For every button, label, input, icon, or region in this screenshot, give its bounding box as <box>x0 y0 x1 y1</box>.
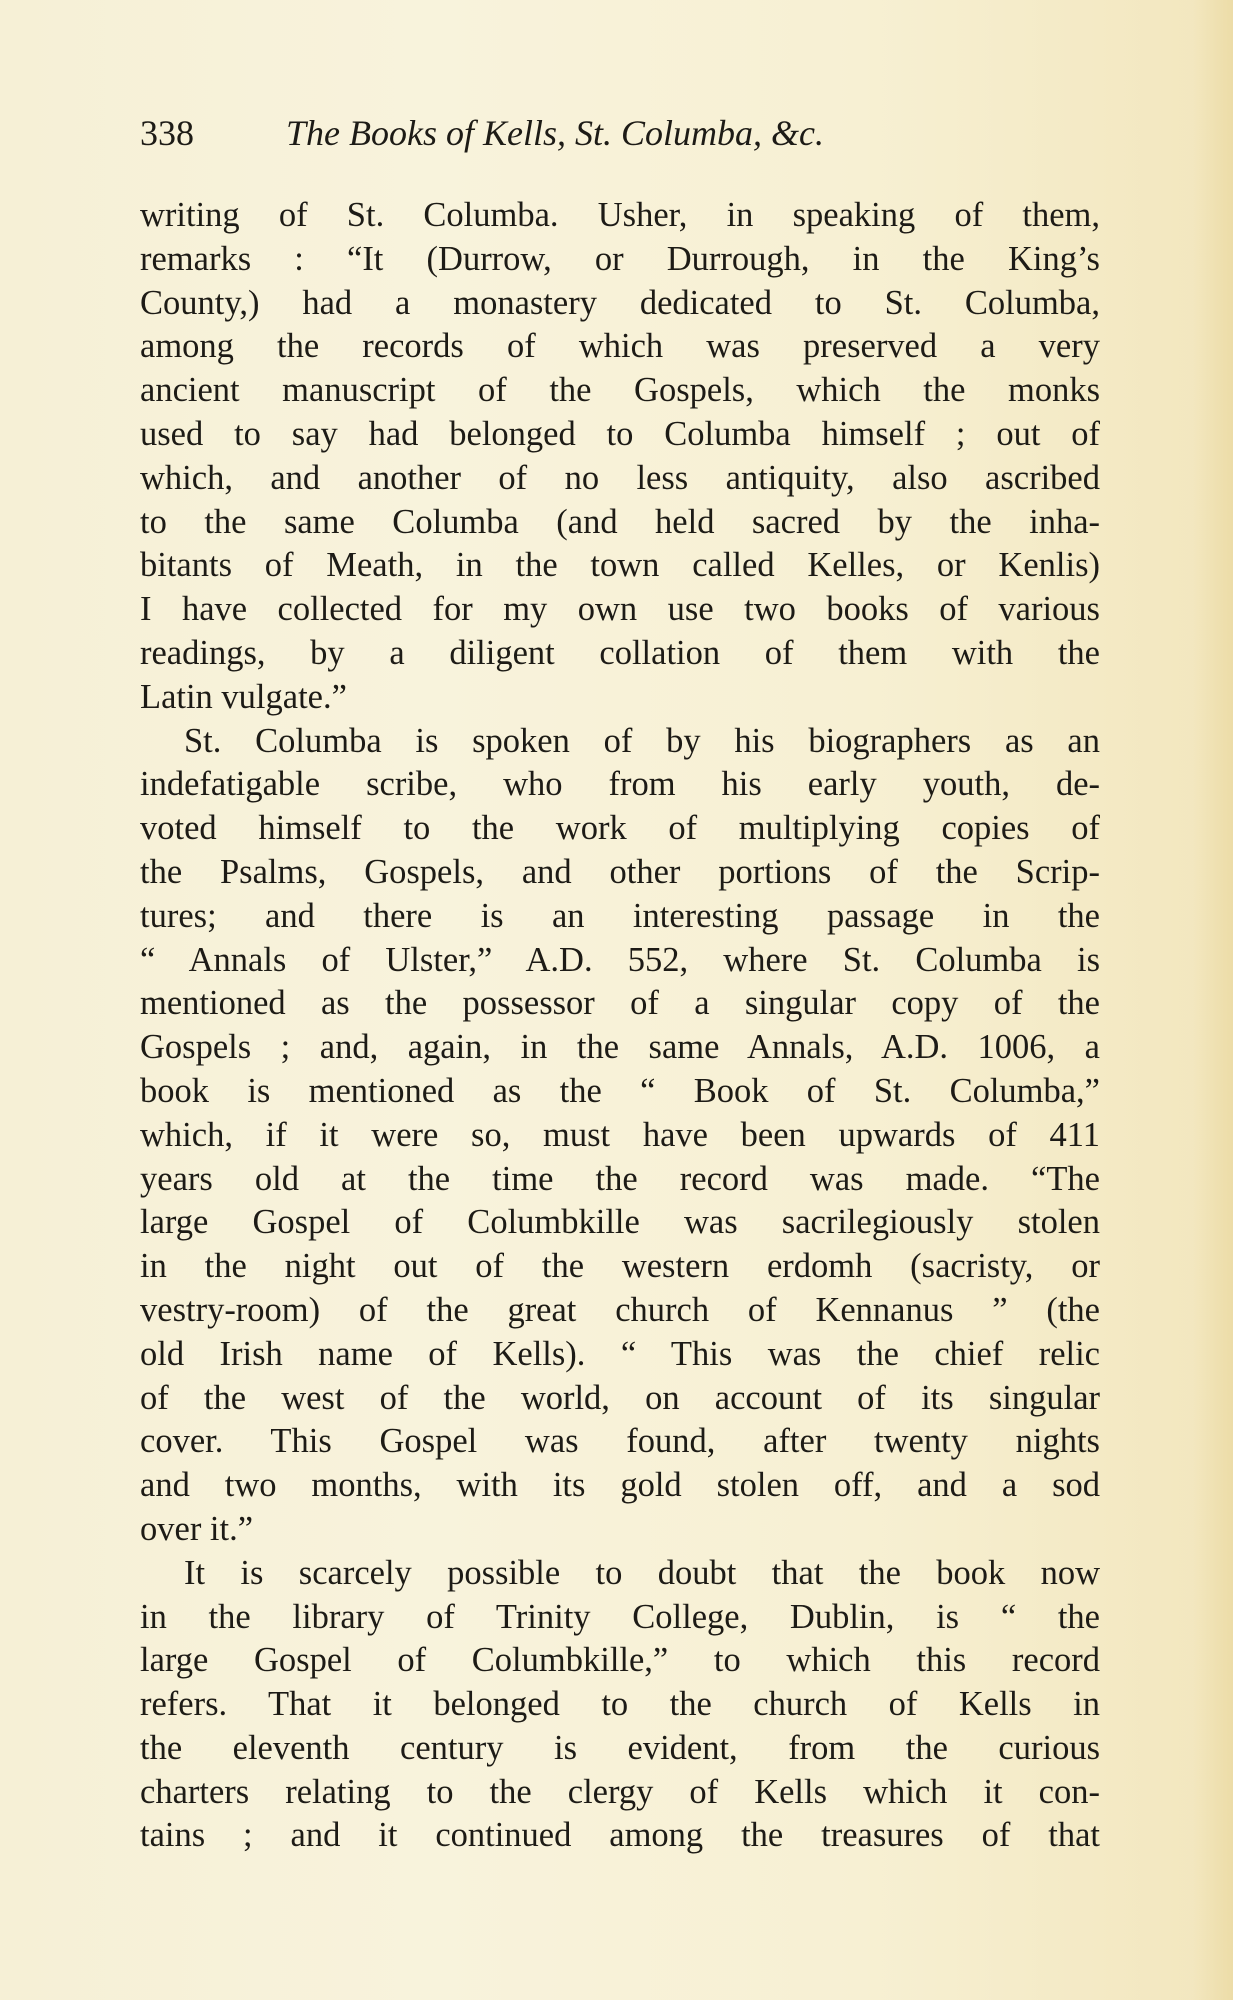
text-line: cover. This Gospel was found, after twenty nights <box>140 1422 1100 1461</box>
text-line: which, if it were so, must have been upwards of 411 <box>140 1115 1100 1154</box>
text-line: the eleventh century is evident, from the curious <box>140 1728 1100 1767</box>
text-line: the Psalms, Gospels, and other portions of the Scrip- <box>140 852 1100 891</box>
text-line: writing of St. Columba. Usher, in speaking of them, <box>140 196 1100 234</box>
running-head <box>140 108 1100 158</box>
text-line: indefatigable scribe, who from his early youth, de- <box>140 765 1100 804</box>
paragraph-start-line: It is scarcely possible to doubt that the book now <box>184 1553 1100 1592</box>
text-line: voted himself to the work of multiplying copies of <box>140 809 1100 848</box>
text-line: County,) had a monastery dedicated to St. Columba, <box>140 283 1100 322</box>
text-line: to the same Columba (and held sacred by the inha- <box>140 502 1100 541</box>
text-line: over it.” <box>140 1509 254 1548</box>
text-line: large Gospel of Columbkille,” to which this record <box>140 1641 1100 1680</box>
text-line: tains ; and it continued among the treasures of that <box>140 1816 1100 1855</box>
text-line: which, and another of no less antiquity, also ascribed <box>140 458 1100 497</box>
text-line: in the night out of the western erdomh (sacristy, or <box>140 1247 1100 1286</box>
text-line: charters relating to the clergy of Kells which it con- <box>140 1772 1100 1811</box>
page-edge-shading <box>1193 0 1233 2000</box>
text-line: large Gospel of Columbkille was sacrilegiously stolen <box>140 1203 1100 1242</box>
page-number: 338 <box>140 113 194 153</box>
text-line: among the records of which was preserved a very <box>140 327 1100 366</box>
text-line: and two months, with its gold stolen off, and a sod <box>140 1466 1100 1505</box>
text-line: tures; and there is an interesting passage in the <box>140 896 1100 935</box>
running-title: The Books of Kells, St. Columba, &c. <box>286 113 824 153</box>
text-line: “ Annals of Ulster,” A.D. 552, where St. Columba is <box>140 940 1100 979</box>
text-line: Latin vulgate.” <box>140 677 347 716</box>
paragraph-start-line: St. Columba is spoken of by his biographers as an <box>184 721 1100 760</box>
text-line: ancient manuscript of the Gospels, which the monks <box>140 371 1100 410</box>
text-line: readings, by a diligent collation of them with the <box>140 633 1100 672</box>
body-text <box>140 194 1100 1858</box>
text-line: refers. That it belonged to the church of Kells in <box>140 1685 1100 1724</box>
text-line: in the library of Trinity College, Dublin, is “ the <box>140 1597 1100 1636</box>
text-line: of the west of the world, on account of its singular <box>140 1378 1100 1417</box>
text-line: years old at the time the record was made. “The <box>140 1159 1100 1198</box>
text-line: remarks : “It (Durrow, or Durrough, in the King’s <box>140 239 1100 278</box>
text-line: book is mentioned as the “ Book of St. Columba,” <box>140 1071 1100 1110</box>
text-line: vestry-room) of the great church of Kennanus ” (the <box>140 1290 1100 1329</box>
text-line: used to say had belonged to Columba himself ; out of <box>140 414 1100 453</box>
text-line: I have collected for my own use two books of various <box>140 590 1100 629</box>
text-line: bitants of Meath, in the town called Kelles, or Kenlis) <box>140 546 1100 585</box>
text-line: Gospels ; and, again, in the same Annals, A.D. 1006, a <box>140 1028 1100 1067</box>
text-line: mentioned as the possessor of a singular copy of the <box>140 984 1100 1023</box>
text-line: old Irish name of Kells). “ This was the chief relic <box>140 1334 1100 1373</box>
